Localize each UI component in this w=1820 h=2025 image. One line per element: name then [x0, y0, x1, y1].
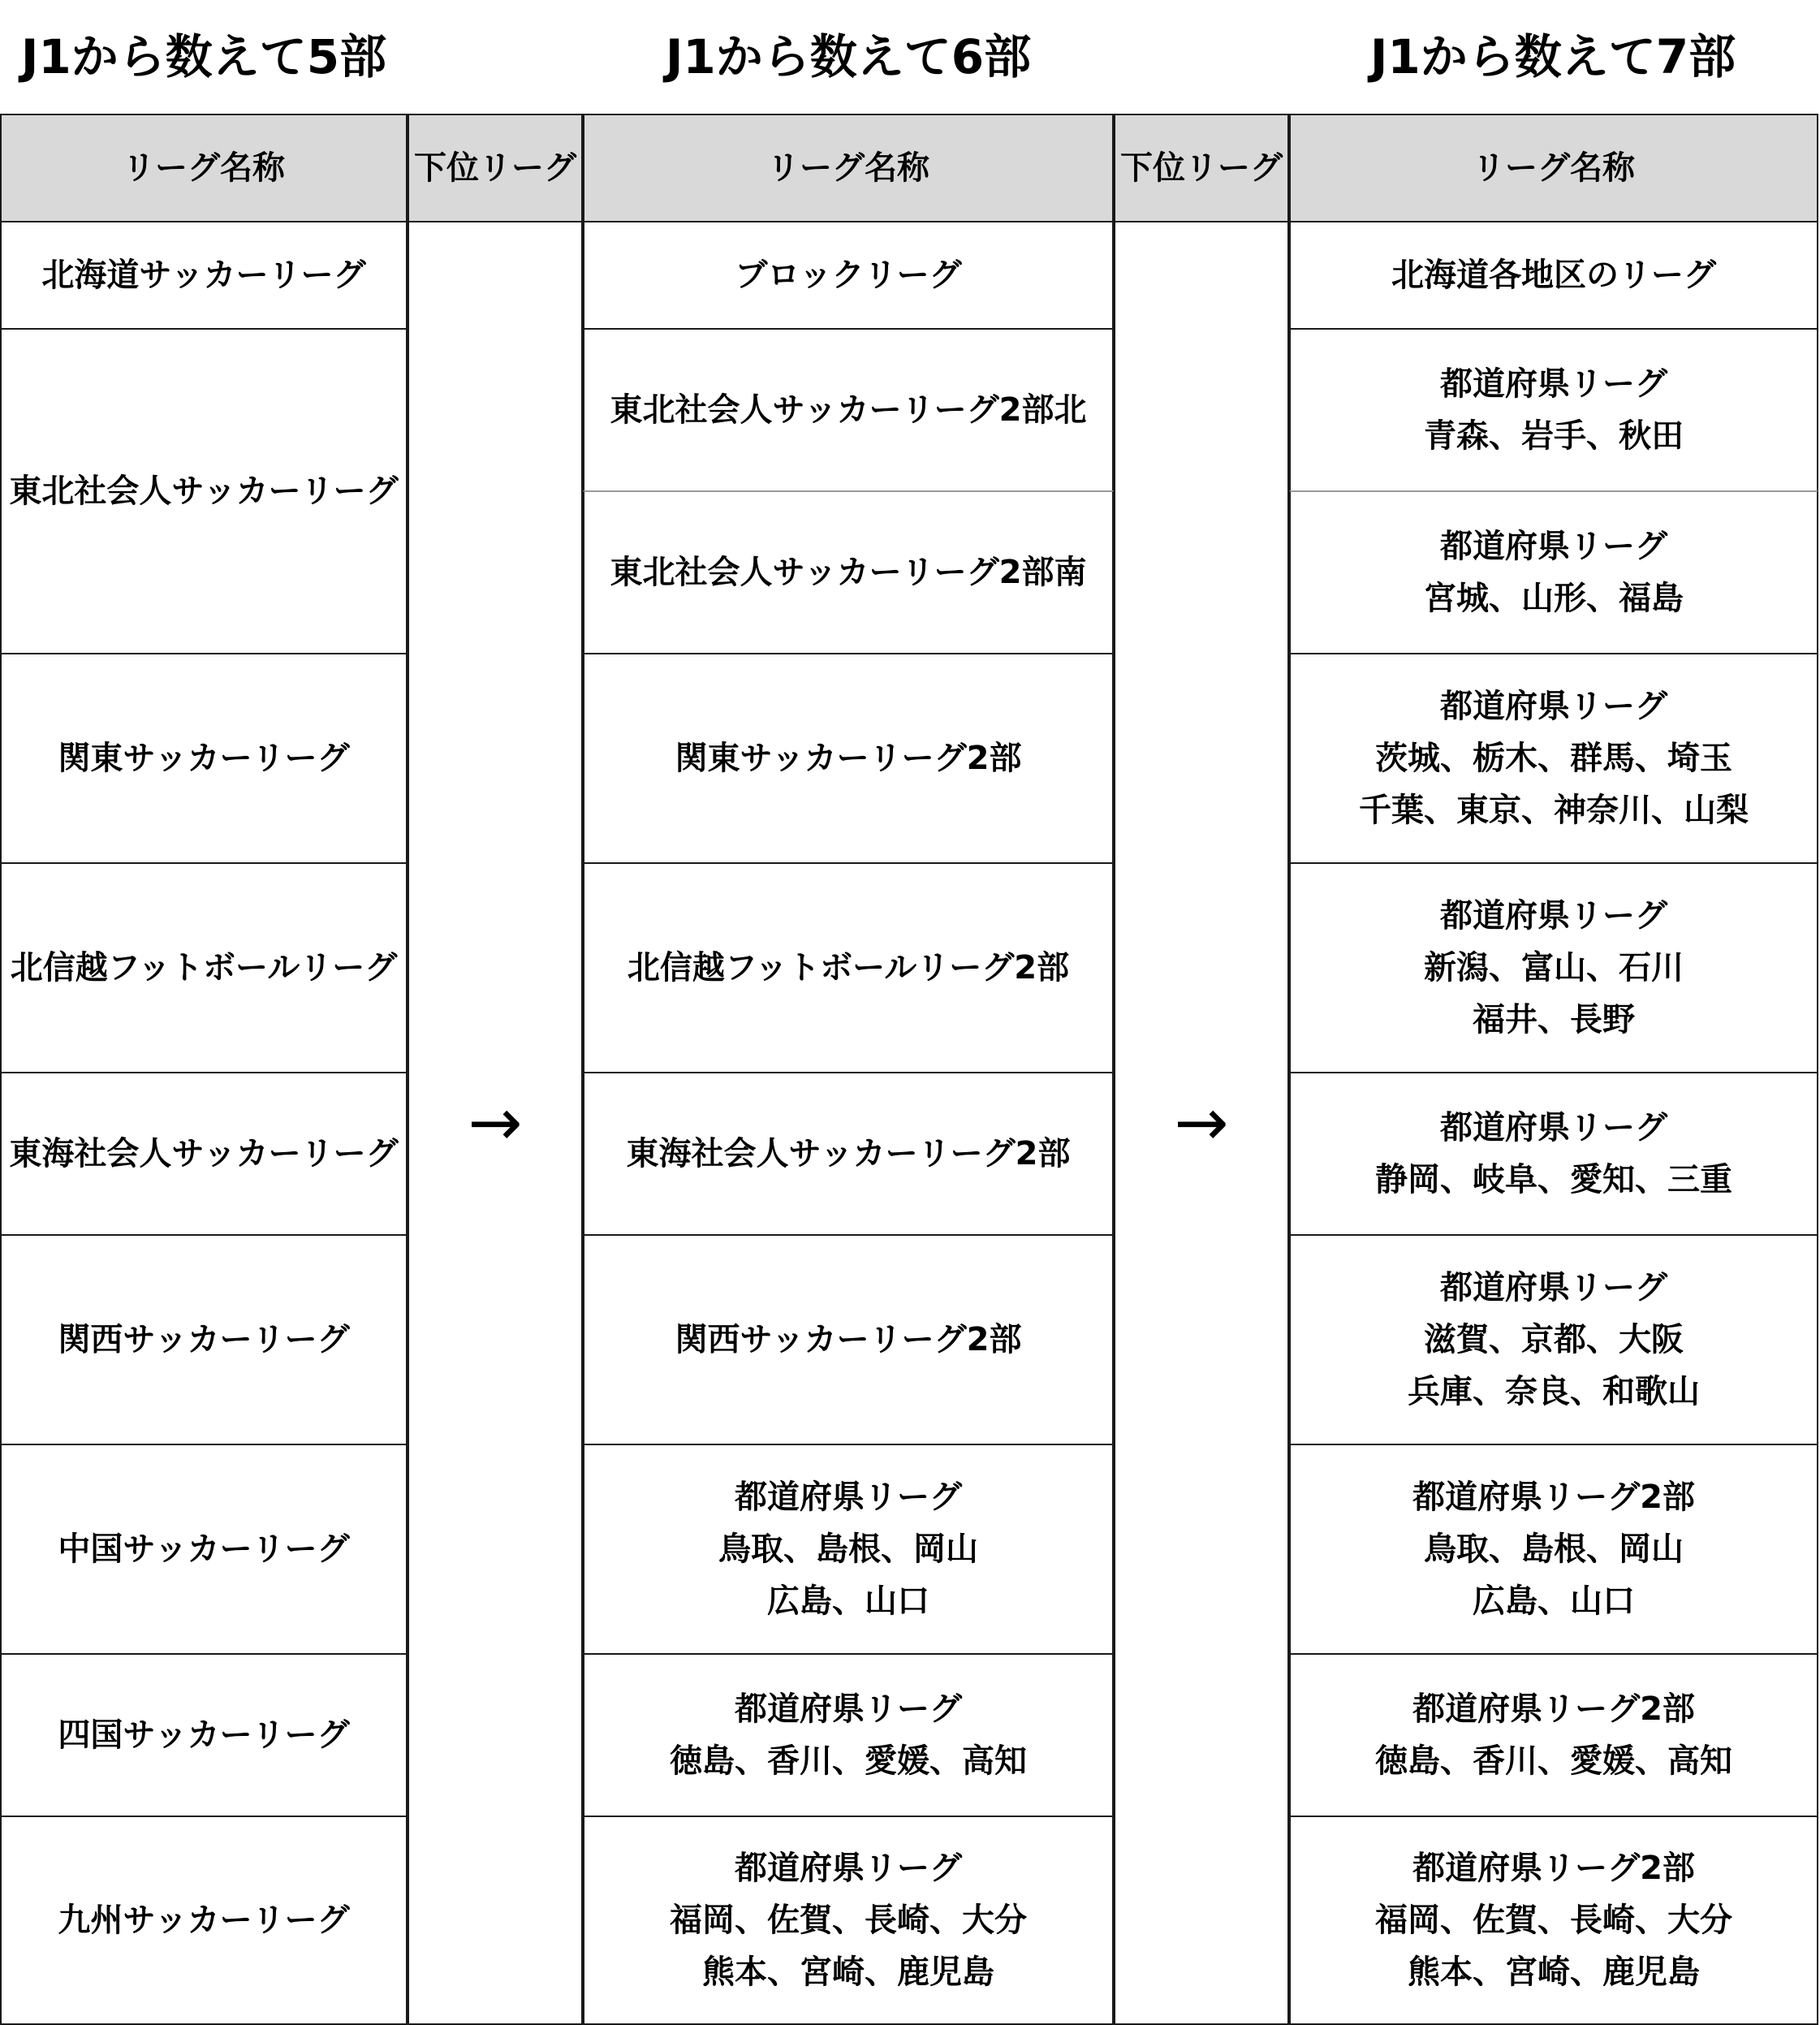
header-label: リーグ名称: [123, 149, 285, 187]
league-name: 東海社会人サッカーリーグ2部: [626, 1135, 1071, 1172]
div7-row: [1289, 1234, 1818, 1445]
league-name: 関東サッカーリーグ2部: [675, 740, 1022, 777]
div6-header: [583, 114, 1114, 222]
prefecture-list: 鳥取、島根、岡山: [718, 1531, 978, 1568]
league-name: 関西サッカーリーグ: [58, 1321, 350, 1358]
title-div7: J1から数えて7部: [1369, 29, 1736, 84]
league-name: 都道府県リーグ: [1440, 1109, 1667, 1146]
div6-row: [583, 862, 1114, 1073]
div6-row: [583, 1234, 1114, 1445]
league-name: 都道府県リーグ: [1440, 688, 1667, 725]
prefecture-list: 鳥取、島根、岡山: [1424, 1531, 1684, 1568]
arrow-cell: [1114, 221, 1289, 2025]
div7-row: [1289, 1816, 1818, 2025]
league-name: 東海社会人サッカーリーグ: [9, 1135, 399, 1172]
league-name: 北海道サッカーリーグ: [41, 257, 366, 294]
title-div5: J1から数えて5部: [20, 29, 387, 84]
div5-row: [0, 653, 408, 864]
prefecture-list: 広島、山口: [1473, 1582, 1635, 1620]
div5-header: [0, 114, 408, 222]
prefecture-list: 青森、岩手、秋田: [1424, 417, 1684, 455]
div5-row: [0, 1653, 408, 1817]
league-name: 都道府県リーグ: [735, 1690, 962, 1728]
div5-row: [0, 221, 408, 330]
header-label: 下位リーグ: [414, 149, 576, 187]
prefecture-list: 徳島、香川、愛媛、高知: [670, 1742, 1027, 1780]
league-name: 都道府県リーグ: [735, 1479, 962, 1516]
league-name: 中国サッカーリーグ: [58, 1531, 350, 1568]
div5-row: [0, 328, 408, 654]
div7-row: [1289, 1072, 1818, 1236]
div7-row: [1289, 1653, 1818, 1817]
league-name: 東北社会人サッカーリーグ: [9, 473, 399, 510]
prefecture-list: 宮城、山形、福島: [1424, 580, 1684, 617]
league-name: 都道府県リーグ: [1440, 1269, 1667, 1306]
div5-row: [0, 1444, 408, 1655]
prefecture-list: 静岡、岐阜、愛知、三重: [1375, 1161, 1732, 1198]
div7-row: [1289, 1444, 1818, 1655]
arrow-cell: [408, 221, 583, 2025]
prefecture-list: 兵庫、奈良、和歌山: [1408, 1373, 1700, 1410]
league-name: 都道府県リーグ2部: [1412, 1850, 1695, 1887]
title-div6: J1から数えて6部: [665, 29, 1032, 84]
league-name: 関東サッカーリーグ: [58, 740, 350, 777]
div6-row: [583, 653, 1114, 864]
header-label: リーグ名称: [1473, 149, 1635, 187]
prefecture-list: 熊本、宮崎、鹿児島: [702, 1954, 994, 1991]
league-name: 関西サッカーリーグ2部: [675, 1321, 1022, 1358]
div5-row: [0, 1816, 408, 2025]
prefecture-list: 福岡、佐賀、長崎、大分: [1375, 1902, 1732, 1939]
prefecture-list: 千葉、東京、神奈川、山梨: [1359, 792, 1749, 829]
league-name: 都道府県リーグ: [1440, 897, 1667, 935]
league-name: 北信越フットボールリーグ2部: [627, 949, 1070, 987]
prefecture-list: 福井、長野: [1473, 1001, 1635, 1038]
prefecture-list: 広島、山口: [767, 1582, 929, 1620]
lower-league-header: [408, 114, 583, 222]
prefecture-list: 新潟、富山、石川: [1424, 949, 1684, 987]
div6-row: [583, 1653, 1114, 1817]
league-name: 四国サッカーリーグ: [58, 1716, 350, 1754]
right-arrow-icon: →: [1174, 1085, 1229, 1160]
league-name: 都道府県リーグ: [735, 1850, 962, 1887]
league-name: 都道府県リーグ2部: [1412, 1479, 1695, 1516]
div5-row: [0, 862, 408, 1073]
header-label: リーグ名称: [767, 149, 929, 187]
div6-row: [583, 1072, 1114, 1236]
league-name: 都道府県リーグ: [1440, 365, 1667, 403]
league-name: 都道府県リーグ2部: [1412, 1690, 1695, 1728]
prefecture-list: 福岡、佐賀、長崎、大分: [670, 1902, 1027, 1939]
right-arrow-icon: →: [468, 1085, 523, 1160]
div5-row: [0, 1072, 408, 1236]
prefecture-list: 滋賀、京都、大阪: [1424, 1321, 1684, 1358]
div7-row: [1289, 862, 1818, 1073]
league-name: ブロックリーグ: [735, 257, 962, 294]
div6-row: [583, 1444, 1114, 1655]
div6-row: [583, 328, 1114, 492]
league-name: 東北社会人サッカーリーグ2部南: [610, 554, 1087, 591]
prefecture-list: 熊本、宮崎、鹿児島: [1408, 1954, 1700, 1991]
league-name: 北信越フットボールリーグ: [10, 949, 398, 987]
div6-row: [583, 1816, 1114, 2025]
div6-row: [583, 490, 1114, 654]
prefecture-list: 茨城、栃木、群馬、埼玉: [1375, 740, 1732, 777]
league-name: 東北社会人サッカーリーグ2部北: [610, 391, 1087, 429]
div7-row: [1289, 328, 1818, 492]
league-name: 都道府県リーグ: [1440, 528, 1667, 565]
lower-league-header: [1114, 114, 1289, 222]
div6-row: [583, 221, 1114, 330]
div7-header: [1289, 114, 1818, 222]
league-name: 九州サッカーリーグ: [58, 1902, 350, 1939]
league-name: 北海道各地区のリーグ: [1391, 257, 1716, 294]
div7-row: [1289, 653, 1818, 864]
div7-row: [1289, 221, 1818, 330]
div5-row: [0, 1234, 408, 1445]
div7-row: [1289, 490, 1818, 654]
header-label: 下位リーグ: [1120, 149, 1283, 187]
prefecture-list: 徳島、香川、愛媛、高知: [1375, 1742, 1732, 1780]
